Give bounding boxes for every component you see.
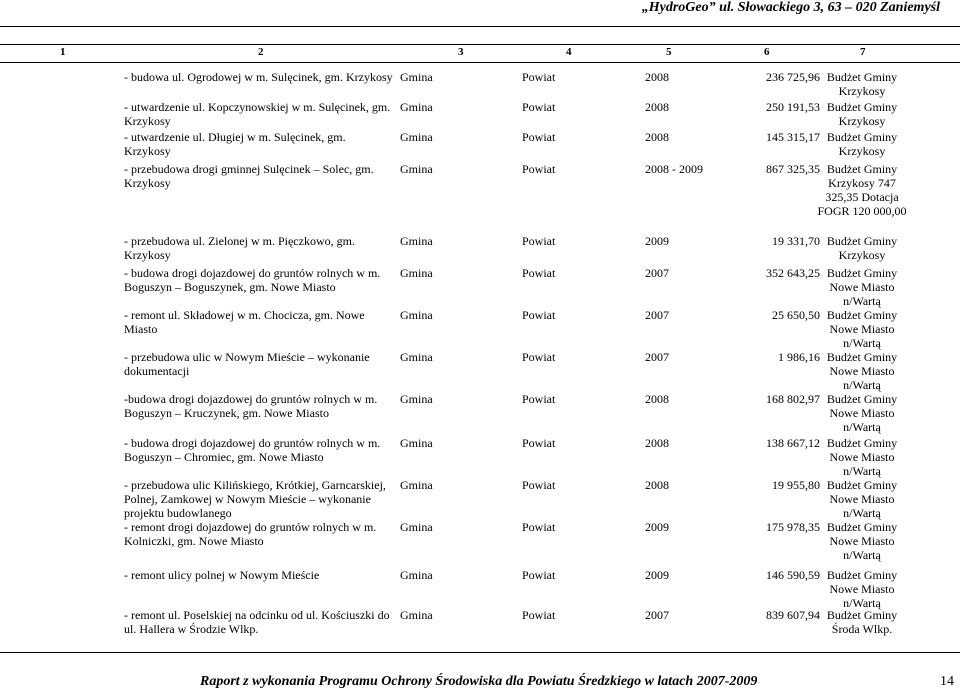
table-row-amount: 146 590,59 [766,568,820,582]
table-row-partner: Powiat [522,478,556,492]
table-row-partner: Powiat [522,392,556,406]
table-row-year: 2008 [645,436,669,450]
table-row-description: - utwardzenie ul. Długiej w m. Sulęcinek, gm. Krzykosy [124,130,346,158]
table-row-partner: Powiat [522,266,556,280]
table-row-investor: Gmina [400,130,433,144]
footer-title: Raport z wykonania Programu Ochrony Środowiska dla Powiatu Średzkiego w latach 2007-2009 [200,674,758,689]
col-number-6: 6 [764,46,770,58]
table-row-year: 2008 [645,100,669,114]
table-row-investor: Gmina [400,234,433,248]
table-row-amount: 839 607,94 [766,608,820,622]
table-row-description: - remont ulicy polnej w Nowym Mieście [124,568,320,582]
document-header: „HydroGeo” ul. Słowackiego 3, 63 – 020 Zaniemyśl [641,0,940,15]
table-row-year: 2009 [645,568,669,582]
col-number-7: 7 [860,46,866,58]
table-row-year: 2007 [645,266,669,280]
table-row-year: 2008 [645,130,669,144]
table-row-investor: Gmina [400,162,433,176]
table-row-description: - remont drogi dojazdowej do gruntów rolnych w m. Kolniczki, gm. Nowe Miasto [124,520,377,548]
table-row-funding-source: Budżet Gminy Nowe Miasto n/Wartą [826,478,898,520]
table-row-partner: Powiat [522,234,556,248]
table-row-description: - remont ul. Składowej w m. Chocicza, gm. Nowe Miasto [124,308,365,336]
table-row-amount: 19 955,80 [772,478,820,492]
table-row-amount: 236 725,96 [766,70,820,84]
table-row-funding-source: Budżet Gminy Krzykosy [826,100,898,128]
table-row-investor: Gmina [400,568,433,582]
table-row-investor: Gmina [400,100,433,114]
table-row-investor: Gmina [400,308,433,322]
table-row-investor: Gmina [400,436,433,450]
table-row-description: -budowa drogi dojazdowej do gruntów rolnych w m. Boguszyn – Kruczynek, gm. Nowe Miasto [124,392,378,420]
table-row-year: 2009 [645,234,669,248]
table-row-description: - utwardzenie ul. Kopczynowskiej w m. Sulęcinek, gm. Krzykosy [124,100,391,128]
table-row-description: - remont ul. Poselskiej na odcinku od ul. Kościuszki do ul. Hallera w Środzie Wlkp. [124,608,390,636]
table-row-funding-source: Budżet Gminy Krzykosy [826,70,898,98]
table-row-amount: 168 802,97 [766,392,820,406]
table-row-amount: 145 315,17 [766,130,820,144]
page-number: 14 [940,674,954,689]
table-row-partner: Powiat [522,520,556,534]
table-row-funding-source: Budżet Gminy Nowe Miasto n/Wartą [826,392,898,434]
table-row-description: - przebudowa drogi gminnej Sulęcinek – Solec, gm. Krzykosy [124,162,374,190]
table-row-funding-source: Budżet Gminy Środa Wlkp. [826,608,898,636]
table-row-amount: 138 667,12 [766,436,820,450]
table-row-partner: Powiat [522,568,556,582]
table-row-partner: Powiat [522,608,556,622]
table-row-partner: Powiat [522,308,556,322]
table-row-year: 2007 [645,608,669,622]
table-row-amount: 25 650,50 [772,308,820,322]
header-rule [0,26,960,27]
table-row-investor: Gmina [400,608,433,622]
table-row-description: - budowa drogi dojazdowej do gruntów rolnych w m. Boguszyn – Chromiec, gm. Nowe Miasto [124,436,381,464]
table-row-funding-source: Budżet Gminy Nowe Miasto n/Wartą [826,568,898,610]
table-row-year: 2009 [645,520,669,534]
table-row-investor: Gmina [400,350,433,364]
table-row-amount: 175 978,35 [766,520,820,534]
table-row-amount: 1 986,16 [778,350,820,364]
table-row-year: 2008 - 2009 [645,162,703,176]
table-row-amount: 19 331,70 [772,234,820,248]
table-row-description: - przebudowa ul. Zielonej w m. Pięczkowo, gm. Krzykosy [124,234,355,262]
table-row-year: 2008 [645,478,669,492]
column-number-row [0,44,960,63]
table-row-description: - budowa drogi dojazdowej do gruntów rolnych w m. Boguszyn – Boguszynek, gm. Nowe Miasto [124,266,381,294]
col-number-1: 1 [60,46,66,58]
table-row-funding-source: Budżet Gminy Nowe Miasto n/Wartą [826,350,898,392]
table-row-funding-source: Budżet Gminy Nowe Miasto n/Wartą [826,308,898,350]
table-row-funding-source: Budżet Gminy Krzykosy 747 325,35 Dotacja FOGR 120 000,00 [817,162,907,218]
table-row-partner: Powiat [522,130,556,144]
table-row-funding-source: Budżet Gminy Krzykosy [826,234,898,262]
table-row-year: 2007 [645,308,669,322]
table-row-partner: Powiat [522,70,556,84]
table-row-investor: Gmina [400,266,433,280]
table-row-investor: Gmina [400,520,433,534]
table-row-funding-source: Budżet Gminy Krzykosy [826,130,898,158]
col-number-2: 2 [258,46,264,58]
table-row-investor: Gmina [400,392,433,406]
col-number-4: 4 [566,46,572,58]
table-row-partner: Powiat [522,436,556,450]
table-row-partner: Powiat [522,100,556,114]
table-row-funding-source: Budżet Gminy Nowe Miasto n/Wartą [826,266,898,308]
table-row-investor: Gmina [400,478,433,492]
table-row-partner: Powiat [522,350,556,364]
col-number-5: 5 [666,46,672,58]
table-row-amount: 867 325,35 [766,162,820,176]
table-row-description: - przebudowa ulic Kilińskiego, Krótkiej, Garncarskiej, Polnej, Zamkowej w Nowym Mieście – wykonanie projektu budowlanego [124,478,386,520]
table-row-funding-source: Budżet Gminy Nowe Miasto n/Wartą [826,520,898,562]
col-number-3: 3 [458,46,464,58]
table-row-amount: 352 643,25 [766,266,820,280]
table-row-amount: 250 191,53 [766,100,820,114]
table-row-year: 2008 [645,70,669,84]
table-row-investor: Gmina [400,70,433,84]
table-row-description: - przebudowa ulic w Nowym Mieście – wykonanie dokumentacji [124,350,370,378]
table-row-description: - budowa ul. Ogrodowej w m. Sulęcinek, gm. Krzykosy [124,70,393,84]
table-row-year: 2007 [645,350,669,364]
table-row-funding-source: Budżet Gminy Nowe Miasto n/Wartą [826,436,898,478]
table-row-year: 2008 [645,392,669,406]
footer-rule [0,652,960,653]
table-row-partner: Powiat [522,162,556,176]
